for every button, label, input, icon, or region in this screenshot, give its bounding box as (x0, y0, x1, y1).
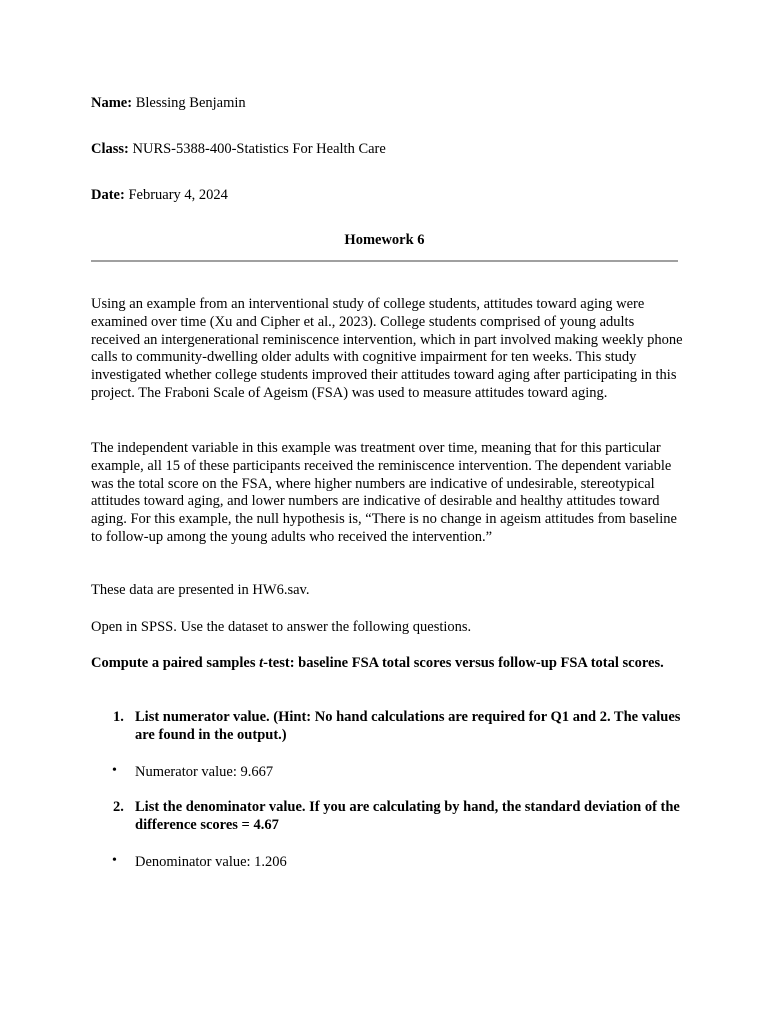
page-title: Homework 6 (344, 232, 425, 248)
question-1-text: List numerator value. (Hint: No hand calculations are required for Q1 and 2. The values are found in the output.) (135, 709, 681, 743)
name-label: Name: (91, 95, 133, 111)
paragraph-variables: The independent variable in this example was treatment over time, meaning that for this particular example, all 15 of these participants received the reminiscence intervention. The dependent variable was the total score on the FSA, where higher numbers are indicative of undesirable, stereotypical attitudes toward aging, and lower numbers are indicative of desirable and healthy attitudes toward aging. For this example, the null hypothesis is, “There is no change in ageism attitudes from baseline to follow-up among the young adults who received the intervention.” (91, 440, 677, 545)
date-line (91, 186, 228, 204)
date-value: February 4, 2024 (128, 187, 228, 203)
instruction-start: Compute a paired samples (91, 655, 260, 671)
instruction-italic: t (259, 655, 264, 671)
title-divider (91, 260, 678, 262)
class-value: NURS-5388-400-Statistics For Health Care (132, 141, 386, 157)
class-line (91, 140, 386, 158)
bullet-icon: • (112, 763, 117, 778)
name-line (91, 94, 246, 112)
instruction-end: -test: baseline FSA total scores versus follow-up FSA total scores. (263, 655, 664, 671)
answer-1: Numerator value: 9.667 (135, 764, 274, 780)
class-label: Class: (91, 141, 129, 157)
paragraph-spss: Open in SPSS. Use the dataset to answer the following questions. (91, 619, 472, 635)
paragraph-data-file: These data are presented in HW6.sav. (91, 582, 310, 598)
paragraph-intro: Using an example from an interventional study of college students, attitudes toward aging were examined over time (Xu and Cipher et al., 2023). College students comprised of young adults received an intergenerational reminiscence intervention, which in part involved making weekly phone calls to community-dwelling older adults with cognitive impairment for ten weeks. This study investigated whether college students improved their attitudes toward aging after participating in this project. The Fraboni Scale of Ageism (FSA) was used to measure attitudes toward aging. (91, 296, 683, 401)
date-label: Date: (91, 187, 125, 203)
bullet-icon: • (112, 853, 117, 868)
answer-2: Denominator value: 1.206 (135, 854, 287, 870)
question-2-text: List the denominator value. If you are calculating by hand, the standard deviation of the difference scores = 4.67 (135, 799, 680, 833)
instruction (91, 655, 683, 673)
name-value: Blessing Benjamin (135, 95, 246, 111)
question-2-number: 2. (113, 799, 124, 815)
question-1-number: 1. (113, 709, 124, 725)
